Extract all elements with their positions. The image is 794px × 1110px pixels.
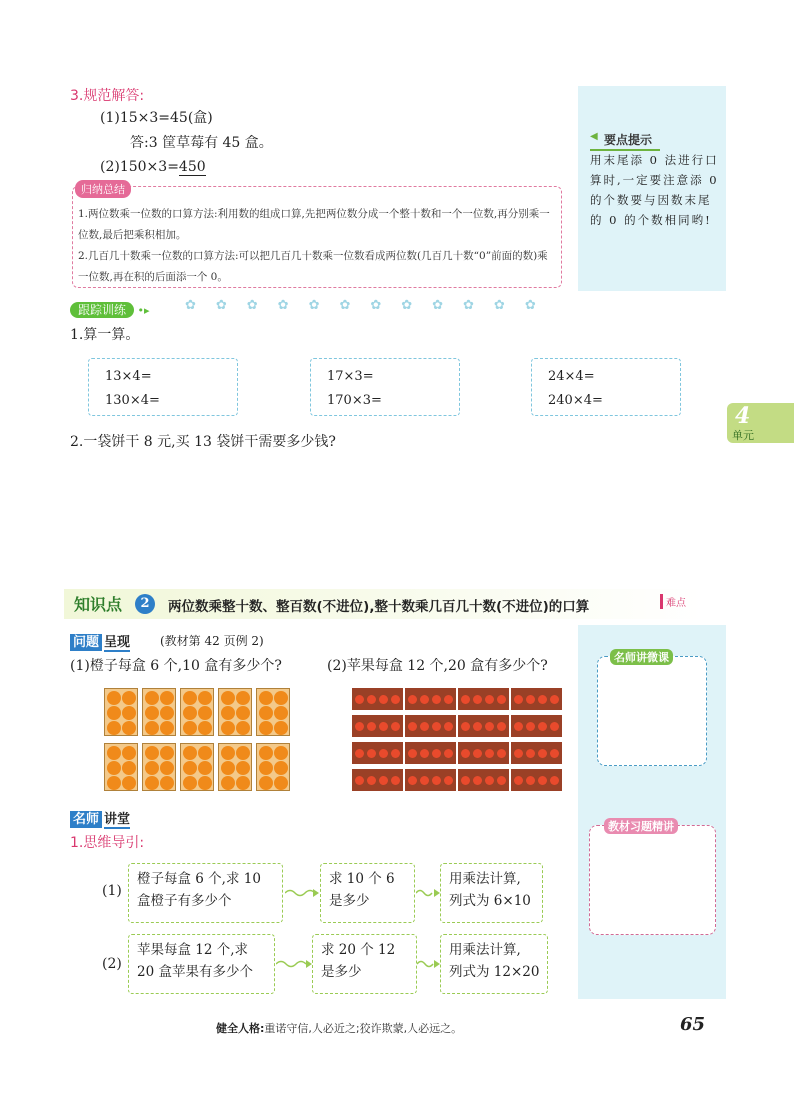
apple [379, 776, 388, 785]
apple [538, 695, 547, 704]
lecture-sub: 1.思维导引: [70, 835, 145, 851]
flow-1-2b: 是多少 [329, 893, 370, 909]
apple [391, 722, 400, 731]
calc-1b: 130×4= [105, 393, 160, 408]
apple [355, 749, 364, 758]
apple [473, 749, 482, 758]
apple [497, 722, 506, 731]
calc-2a: 17×3= [327, 369, 374, 384]
flow-1-1a: 橙子每盒 6 个,求 10 [137, 871, 261, 887]
apple [550, 776, 559, 785]
flow-2-3b: 列式为 12×20 [449, 964, 540, 980]
orange [160, 746, 174, 760]
apple [514, 749, 523, 758]
orange-box [104, 688, 138, 736]
orange [274, 691, 288, 705]
orange-box [180, 688, 214, 736]
apple [432, 722, 441, 731]
apple [432, 776, 441, 785]
orange [145, 746, 159, 760]
orange [236, 706, 250, 720]
orange-box [256, 688, 290, 736]
orange [107, 706, 121, 720]
flow-1-1b: 盒橙子有多少个 [137, 893, 232, 909]
flow-1-3b: 列式为 6×10 [449, 893, 531, 909]
orange [221, 746, 235, 760]
orange [122, 706, 136, 720]
orange [107, 746, 121, 760]
apple [379, 722, 388, 731]
apple [497, 749, 506, 758]
apple [355, 695, 364, 704]
apple [367, 722, 376, 731]
apples-illustration [352, 688, 564, 792]
practice-q1: 1.算一算。 [70, 327, 140, 343]
orange-box [104, 743, 138, 791]
orange [160, 691, 174, 705]
apple [379, 695, 388, 704]
flow-row-1-box-1 [128, 863, 283, 923]
orange-box [180, 743, 214, 791]
orange [122, 691, 136, 705]
orange [160, 776, 174, 790]
calc-box-1 [88, 358, 238, 416]
apple [420, 749, 429, 758]
flow-2-1b: 20 盒苹果有多少个 [137, 964, 253, 980]
problem-heading-a: 问题 [70, 634, 102, 651]
apple [514, 722, 523, 731]
oranges-illustration [104, 688, 292, 792]
apple [355, 776, 364, 785]
apple-crate [352, 688, 403, 710]
orange [221, 691, 235, 705]
apple [367, 749, 376, 758]
apple [420, 776, 429, 785]
unit-number: 4 [735, 403, 751, 429]
apple [485, 695, 494, 704]
apple [550, 722, 559, 731]
apple [367, 695, 376, 704]
summary-item-1: 1.两位数乘一位数的口算方法:利用数的组成口算,先把两位数分成一个整十数和一个一位数,再分别乘一位数,最后把乘积相加。 [78, 208, 550, 241]
apple [379, 749, 388, 758]
answer-line-3-expression: (2)150×3= [100, 159, 179, 175]
footer-motto [216, 1020, 462, 1036]
orange [122, 761, 136, 775]
flow-2-1a: 苹果每盒 12 个,求 [137, 942, 249, 958]
apple [461, 776, 470, 785]
orange [107, 776, 121, 790]
problem-q2: (2)苹果每盒 12 个,20 盒有多少个? [327, 658, 548, 674]
apple-crate [405, 715, 456, 737]
calc-1a: 13×4= [105, 369, 152, 384]
calc-box-3 [531, 358, 681, 416]
orange [145, 691, 159, 705]
flow-row-1-label: (1) [102, 883, 122, 899]
apple [408, 695, 417, 704]
apple [526, 695, 535, 704]
paw-decoration: ✿✿✿✿✿✿✿✿✿✿✿✿ [185, 298, 556, 313]
orange [259, 776, 273, 790]
tip-label: ◀ 要点提示 [590, 130, 660, 151]
orange [236, 746, 250, 760]
orange [122, 776, 136, 790]
apple [444, 776, 453, 785]
flow-2-3a: 用乘法计算, [449, 942, 521, 958]
orange [198, 706, 212, 720]
flow-arrow-icon [417, 958, 440, 970]
orange [236, 761, 250, 775]
apple [461, 695, 470, 704]
flow-1-2a: 求 10 个 6 [329, 871, 395, 887]
answer-line-2: 答:3 筐草莓有 45 盒。 [130, 135, 273, 151]
apple [538, 722, 547, 731]
page-number: 65 [680, 1014, 706, 1035]
flow-row-2-box-1 [128, 934, 275, 994]
apple [538, 749, 547, 758]
orange [259, 706, 273, 720]
calc-2b: 170×3= [327, 393, 382, 408]
apple [497, 695, 506, 704]
apple-crate [405, 742, 456, 764]
orange [274, 761, 288, 775]
practice-q2: 2.一袋饼干 8 元,买 13 袋饼干需要多少钱? [70, 434, 336, 450]
orange-box [256, 743, 290, 791]
orange [183, 761, 197, 775]
video-label: 名师讲微课 [610, 649, 673, 665]
apple [485, 776, 494, 785]
apple [432, 749, 441, 758]
orange [183, 721, 197, 735]
orange [259, 691, 273, 705]
tip-body: 用末尾添 0 法进行口算时,一定要注意添 0 的个数要与因数末尾的 0 的个数相同哟! [590, 153, 719, 227]
apple [408, 722, 417, 731]
orange [183, 776, 197, 790]
apple [538, 776, 547, 785]
unit-label: 单元 [732, 429, 754, 442]
apple-crate [458, 715, 509, 737]
flow-1-3a: 用乘法计算, [449, 871, 521, 887]
footer-prefix: 健全人格: [216, 1022, 265, 1035]
apple [408, 776, 417, 785]
orange [145, 761, 159, 775]
orange [274, 746, 288, 760]
apple-crate [458, 688, 509, 710]
summary-item-2: 2.几百几十数乘一位数的口算方法:可以把几百几十数乘一位数看成两位数(几百几十数“0”前面的数)乘一位数,再在积的后面添一个 0。 [78, 250, 548, 283]
problem-heading-b: 呈现 [104, 635, 131, 650]
apple [355, 722, 364, 731]
calc-box-2 [310, 358, 460, 416]
flow-row-2-box-2 [312, 934, 417, 994]
apple-crate [405, 688, 456, 710]
orange-box [142, 688, 176, 736]
problem-q1: (1)橙子每盒 6 个,10 盒有多少个? [70, 658, 282, 674]
apple [473, 776, 482, 785]
apple-crate [352, 769, 403, 791]
apple [420, 695, 429, 704]
flow-2-2b: 是多少 [321, 964, 362, 980]
summary-tag: 归纳总结 [75, 180, 131, 198]
lecture-heading-a: 名师 [70, 811, 102, 828]
flow-row-2-box-3 [440, 934, 548, 994]
apple-crate [511, 769, 562, 791]
apple [461, 722, 470, 731]
apple [526, 722, 535, 731]
answer-line-3-result: 450 [178, 159, 206, 175]
lecture-heading-b: 讲堂 [104, 812, 131, 827]
flow-arrow-icon [285, 887, 319, 899]
orange [236, 721, 250, 735]
answer-line-3 [100, 157, 206, 177]
apple-crate [458, 742, 509, 764]
orange [107, 761, 121, 775]
orange [198, 776, 212, 790]
orange [107, 721, 121, 735]
orange [259, 761, 273, 775]
answer-line-1: (1)15×3=45(盒) [100, 110, 213, 126]
orange [236, 691, 250, 705]
apple [485, 749, 494, 758]
orange [274, 776, 288, 790]
video-frame[interactable] [597, 656, 707, 766]
apple [526, 749, 535, 758]
exercise-label: 教材习题精讲 [604, 818, 678, 834]
knowledge-point-tag: 知识点 [74, 595, 123, 614]
apple-crate [352, 742, 403, 764]
orange [221, 761, 235, 775]
practice-arrow-icon: •▸ [134, 304, 150, 317]
orange [274, 706, 288, 720]
exercise-frame[interactable] [589, 825, 716, 935]
orange [198, 721, 212, 735]
apple [550, 695, 559, 704]
orange [259, 721, 273, 735]
orange [122, 721, 136, 735]
orange [221, 721, 235, 735]
apple-crate [405, 769, 456, 791]
apple-crate [511, 688, 562, 710]
apple [391, 695, 400, 704]
flow-row-1-box-2 [320, 863, 415, 923]
footer-text: 重诺守信,人必近之;狡诈欺蒙,人必远之。 [264, 1022, 463, 1035]
orange-box [142, 743, 176, 791]
orange [274, 721, 288, 735]
apple [420, 722, 429, 731]
apple-crate [352, 715, 403, 737]
orange [221, 776, 235, 790]
orange [160, 761, 174, 775]
calc-3a: 24×4= [548, 369, 595, 384]
knowledge-point-title: 两位数乘整十数、整百数(不进位),整十数乘几百几十数(不进位)的口算 [168, 599, 590, 615]
apple [444, 722, 453, 731]
orange [145, 776, 159, 790]
orange [198, 691, 212, 705]
orange [221, 706, 235, 720]
knowledge-point-number: 2 [135, 594, 155, 614]
apple [432, 695, 441, 704]
apple [473, 722, 482, 731]
apple [473, 695, 482, 704]
lecture-heading [70, 808, 130, 827]
problem-source: (教材第 42 页例 2) [160, 634, 264, 648]
orange [160, 706, 174, 720]
orange [198, 746, 212, 760]
apple-crate [458, 769, 509, 791]
orange [160, 721, 174, 735]
summary-text [78, 204, 552, 288]
flow-arrow-icon [416, 887, 440, 899]
apple [391, 749, 400, 758]
apple-crate [511, 742, 562, 764]
flow-row-1-box-3 [440, 863, 543, 923]
orange [183, 691, 197, 705]
practice-tag [70, 299, 150, 318]
apple [550, 749, 559, 758]
flow-arrow-icon [276, 958, 312, 970]
orange [122, 746, 136, 760]
apple-crate [511, 715, 562, 737]
answer-heading: 3.规范解答: [70, 88, 145, 104]
orange [145, 721, 159, 735]
orange [183, 706, 197, 720]
apple [444, 749, 453, 758]
orange [107, 691, 121, 705]
orange-box [218, 743, 252, 791]
apple [444, 695, 453, 704]
orange [198, 761, 212, 775]
flow-row-2-label: (2) [102, 956, 122, 972]
apple [526, 776, 535, 785]
apple [367, 776, 376, 785]
practice-tag-label: 跟踪训练 [70, 302, 134, 318]
problem-heading [70, 631, 130, 650]
orange-box [218, 688, 252, 736]
apple [497, 776, 506, 785]
apple [408, 749, 417, 758]
flow-2-2a: 求 20 个 12 [321, 942, 396, 958]
apple [514, 776, 523, 785]
orange [236, 776, 250, 790]
calc-3b: 240×4= [548, 393, 603, 408]
difficulty-badge: 难点 [660, 594, 686, 609]
apple [461, 749, 470, 758]
orange [145, 706, 159, 720]
apple [391, 776, 400, 785]
orange [259, 746, 273, 760]
apple [485, 722, 494, 731]
orange [183, 746, 197, 760]
apple [514, 695, 523, 704]
